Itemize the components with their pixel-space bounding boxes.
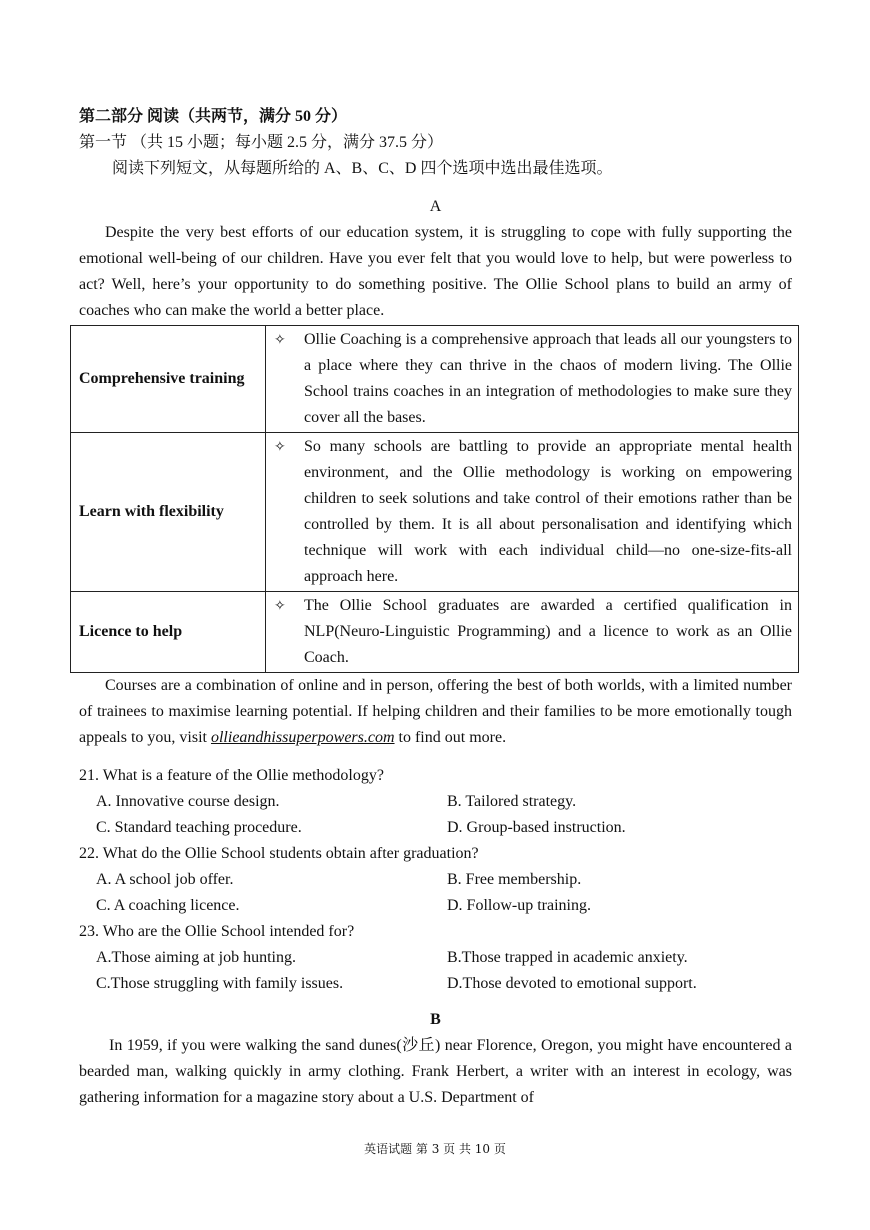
- page-footer: 英语试题 第 3 页 共 10 页: [364, 1142, 506, 1156]
- option-a: A. Innovative course design.: [96, 793, 280, 810]
- option-c: C. A coaching licence.: [96, 897, 240, 914]
- row-content: [266, 592, 799, 673]
- closing-text-after: to find out more.: [394, 729, 507, 746]
- part-title: 第二部分 阅读（共两节，满分 50 分）: [79, 108, 348, 125]
- question-21: [79, 763, 792, 841]
- question-23: [79, 919, 792, 997]
- option-row: [79, 893, 792, 919]
- row-text: So many schools are battling to provide an appropriate mental health environment, and the Ollie methodology is working on empowering children to seek solutions and take control of their emotions rather than be controlled by them. It is all about personalisation and identifying which technique will work with each individual child—no one-size-fits-all approach here.: [304, 438, 792, 585]
- closing-text-before: Courses are a combination of online and in person, offering the best of both worlds, with a limited number of trainees to maximise learning potential. If helping children and their families to be more emotionally tough appeals to you, visit: [79, 677, 792, 746]
- row-text: Ollie Coaching is a comprehensive approach that leads all our youngsters to a place where they can thrive in the chaos of modern living. The Ollie School trains coaches in an integration of methodologies to make sure they cover all the bases.: [304, 331, 792, 426]
- option-row: [79, 945, 792, 971]
- row-text: The Ollie School graduates are awarded a certified qualification in NLP(Neuro-Linguistic Programming) and a licence to work as an Ollie Coach.: [304, 597, 792, 666]
- option-a: A. A school job offer.: [96, 871, 234, 888]
- row-content: [266, 433, 799, 592]
- ollie-features-table: [70, 325, 799, 673]
- diamond-bullet-icon: ✧: [274, 598, 286, 614]
- option-a: A.Those aiming at job hunting.: [96, 949, 296, 966]
- table-row: [71, 326, 799, 433]
- question-22: [79, 841, 792, 919]
- question-stem: 21. What is a feature of the Ollie methodology?: [79, 767, 384, 784]
- option-c: C.Those struggling with family issues.: [96, 975, 344, 992]
- table-row: [71, 592, 799, 673]
- diamond-bullet-icon: ✧: [274, 439, 286, 455]
- passage-a-closing: [79, 673, 792, 751]
- question-list: [79, 763, 792, 997]
- section-title: 第一节 （共 15 小题；每小题 2.5 分，满分 37.5 分）: [79, 134, 444, 151]
- option-c: C. Standard teaching procedure.: [96, 819, 302, 836]
- website-link[interactable]: ollieandhissuperpowers.com: [210, 729, 395, 746]
- option-b: B. Free membership.: [447, 871, 582, 888]
- row-label: Learn with flexibility: [71, 433, 266, 592]
- option-row: [79, 971, 792, 997]
- table-row: [71, 433, 799, 592]
- passage-b-label: B: [430, 1011, 441, 1028]
- passage-a-intro: Despite the very best efforts of our education system, it is struggling to cope with fully supporting the emotional well-being of our children. Have you ever felt that you would love to help, but were powerless to act? Well, here’s your opportunity to do something positive. The Ollie School plans to build an army of coaches who can make the world a better place.: [79, 224, 792, 319]
- option-row: [79, 815, 792, 841]
- exam-page: [79, 104, 792, 1111]
- option-b: B. Tailored strategy.: [447, 793, 577, 810]
- row-content: [266, 326, 799, 433]
- instruction-text: 阅读下列短文，从每题所给的 A、B、C、D 四个选项中选出最佳选项。: [112, 160, 613, 177]
- row-label: Comprehensive training: [71, 326, 266, 433]
- passage-b-text: In 1959, if you were walking the sand dunes(沙丘) near Florence, Oregon, you might have encountered a bearded man, walking quickly in army clothing. Frank Herbert, a writer with an interest in ecology, was gathering information for a magazine story about a U.S. Department of: [79, 1037, 792, 1106]
- diamond-bullet-icon: ✧: [274, 332, 286, 348]
- question-stem: 22. What do the Ollie School students obtain after graduation?: [79, 845, 479, 862]
- option-row: [79, 867, 792, 893]
- question-stem: 23. Who are the Ollie School intended for?: [79, 923, 355, 940]
- option-row: [79, 789, 792, 815]
- passage-a-label: A: [429, 198, 442, 215]
- option-d: D. Follow-up training.: [447, 897, 591, 914]
- option-d: D. Group-based instruction.: [447, 819, 626, 836]
- row-label: Licence to help: [71, 592, 266, 673]
- option-b: B.Those trapped in academic anxiety.: [447, 949, 688, 966]
- option-d: D.Those devoted to emotional support.: [447, 975, 697, 992]
